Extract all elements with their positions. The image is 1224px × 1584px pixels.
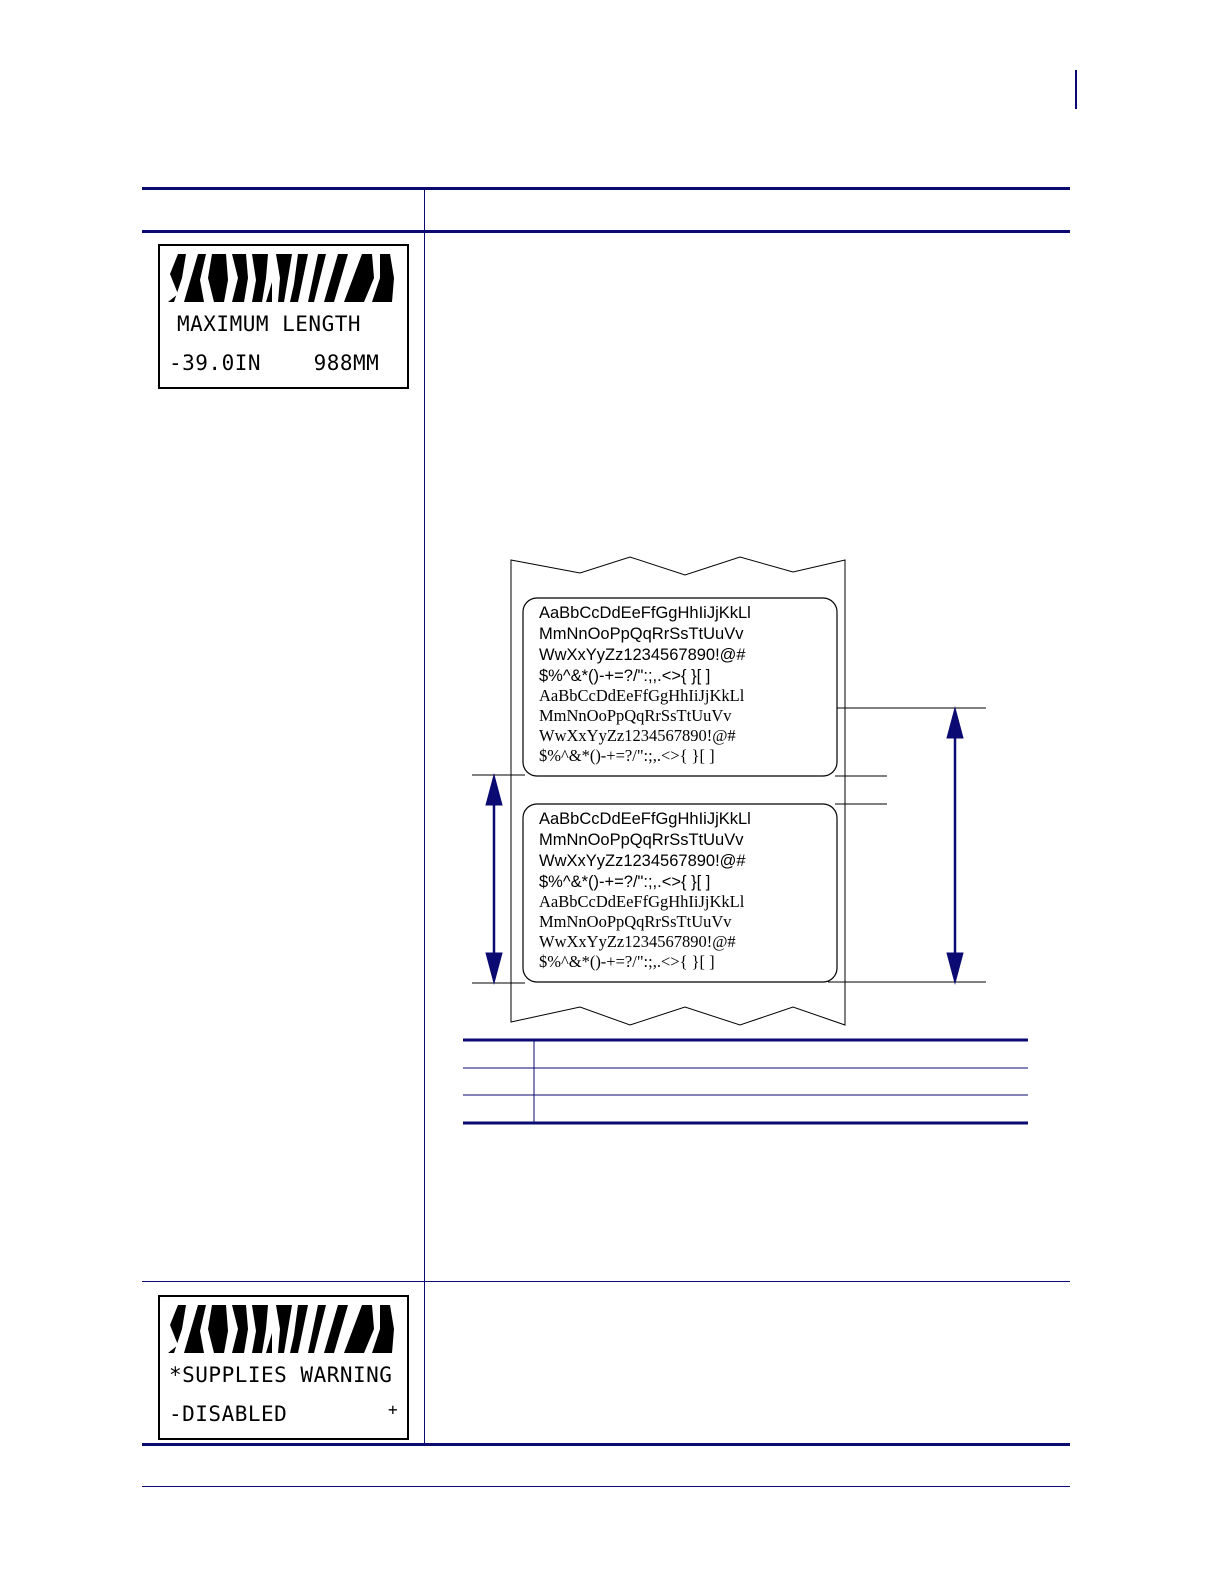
label-1-serif-line: $%^&*()-+=?/":;,.<>{ }[ ] [539,746,715,765]
label-1-serif-line: WwXxYyZz1234567890!@# [539,726,736,745]
lcd-line-1: MAXIMUM LENGTH [177,312,362,336]
lcd-line-1: *SUPPLIES WARNING [169,1363,393,1387]
label-2-serif-line: WwXxYyZz1234567890!@# [539,932,736,951]
lcd-line-2: -39.0IN 988MM [169,351,380,375]
label-2-serif-line: AaBbCcDdEeFfGgHhIiJjKkLl [539,892,745,911]
label-2-sans-line: AaBbCcDdEeFfGgHhIiJjKkLl [539,810,751,828]
label-1-sans-line: MmNnOoPpQqRrSsTtUuVv [539,625,744,643]
label-2-serif-line: MmNnOoPpQqRrSsTtUuVv [539,912,732,931]
lcd-line-2: -DISABLED [169,1402,288,1426]
label-2-sans-line: WwXxYyZz1234567890!@# [539,852,746,870]
label-1-sans-line: $%^&*()-+=?/":;,.<>{ }[ ] [539,667,711,685]
label-1-serif-line: AaBbCcDdEeFfGgHhIiJjKkLl [539,686,745,705]
label-1-serif-line: MmNnOoPpQqRrSsTtUuVv [539,706,732,725]
lcd-plus-indicator: + [388,1400,399,1419]
label-2-sans-line: $%^&*()-+=?/":;,.<>{ }[ ] [539,873,711,891]
label-1-sans-line: WwXxYyZz1234567890!@# [539,646,746,664]
label-1-sans-line: AaBbCcDdEeFfGgHhIiJjKkLl [539,604,751,622]
label-length-arrow [486,775,502,983]
label-2-serif-line: $%^&*()-+=?/":;,.<>{ }[ ] [539,952,715,971]
label-2-sans-line: MmNnOoPpQqRrSsTtUuVv [539,831,744,849]
maximum-length-arrow [947,708,963,983]
